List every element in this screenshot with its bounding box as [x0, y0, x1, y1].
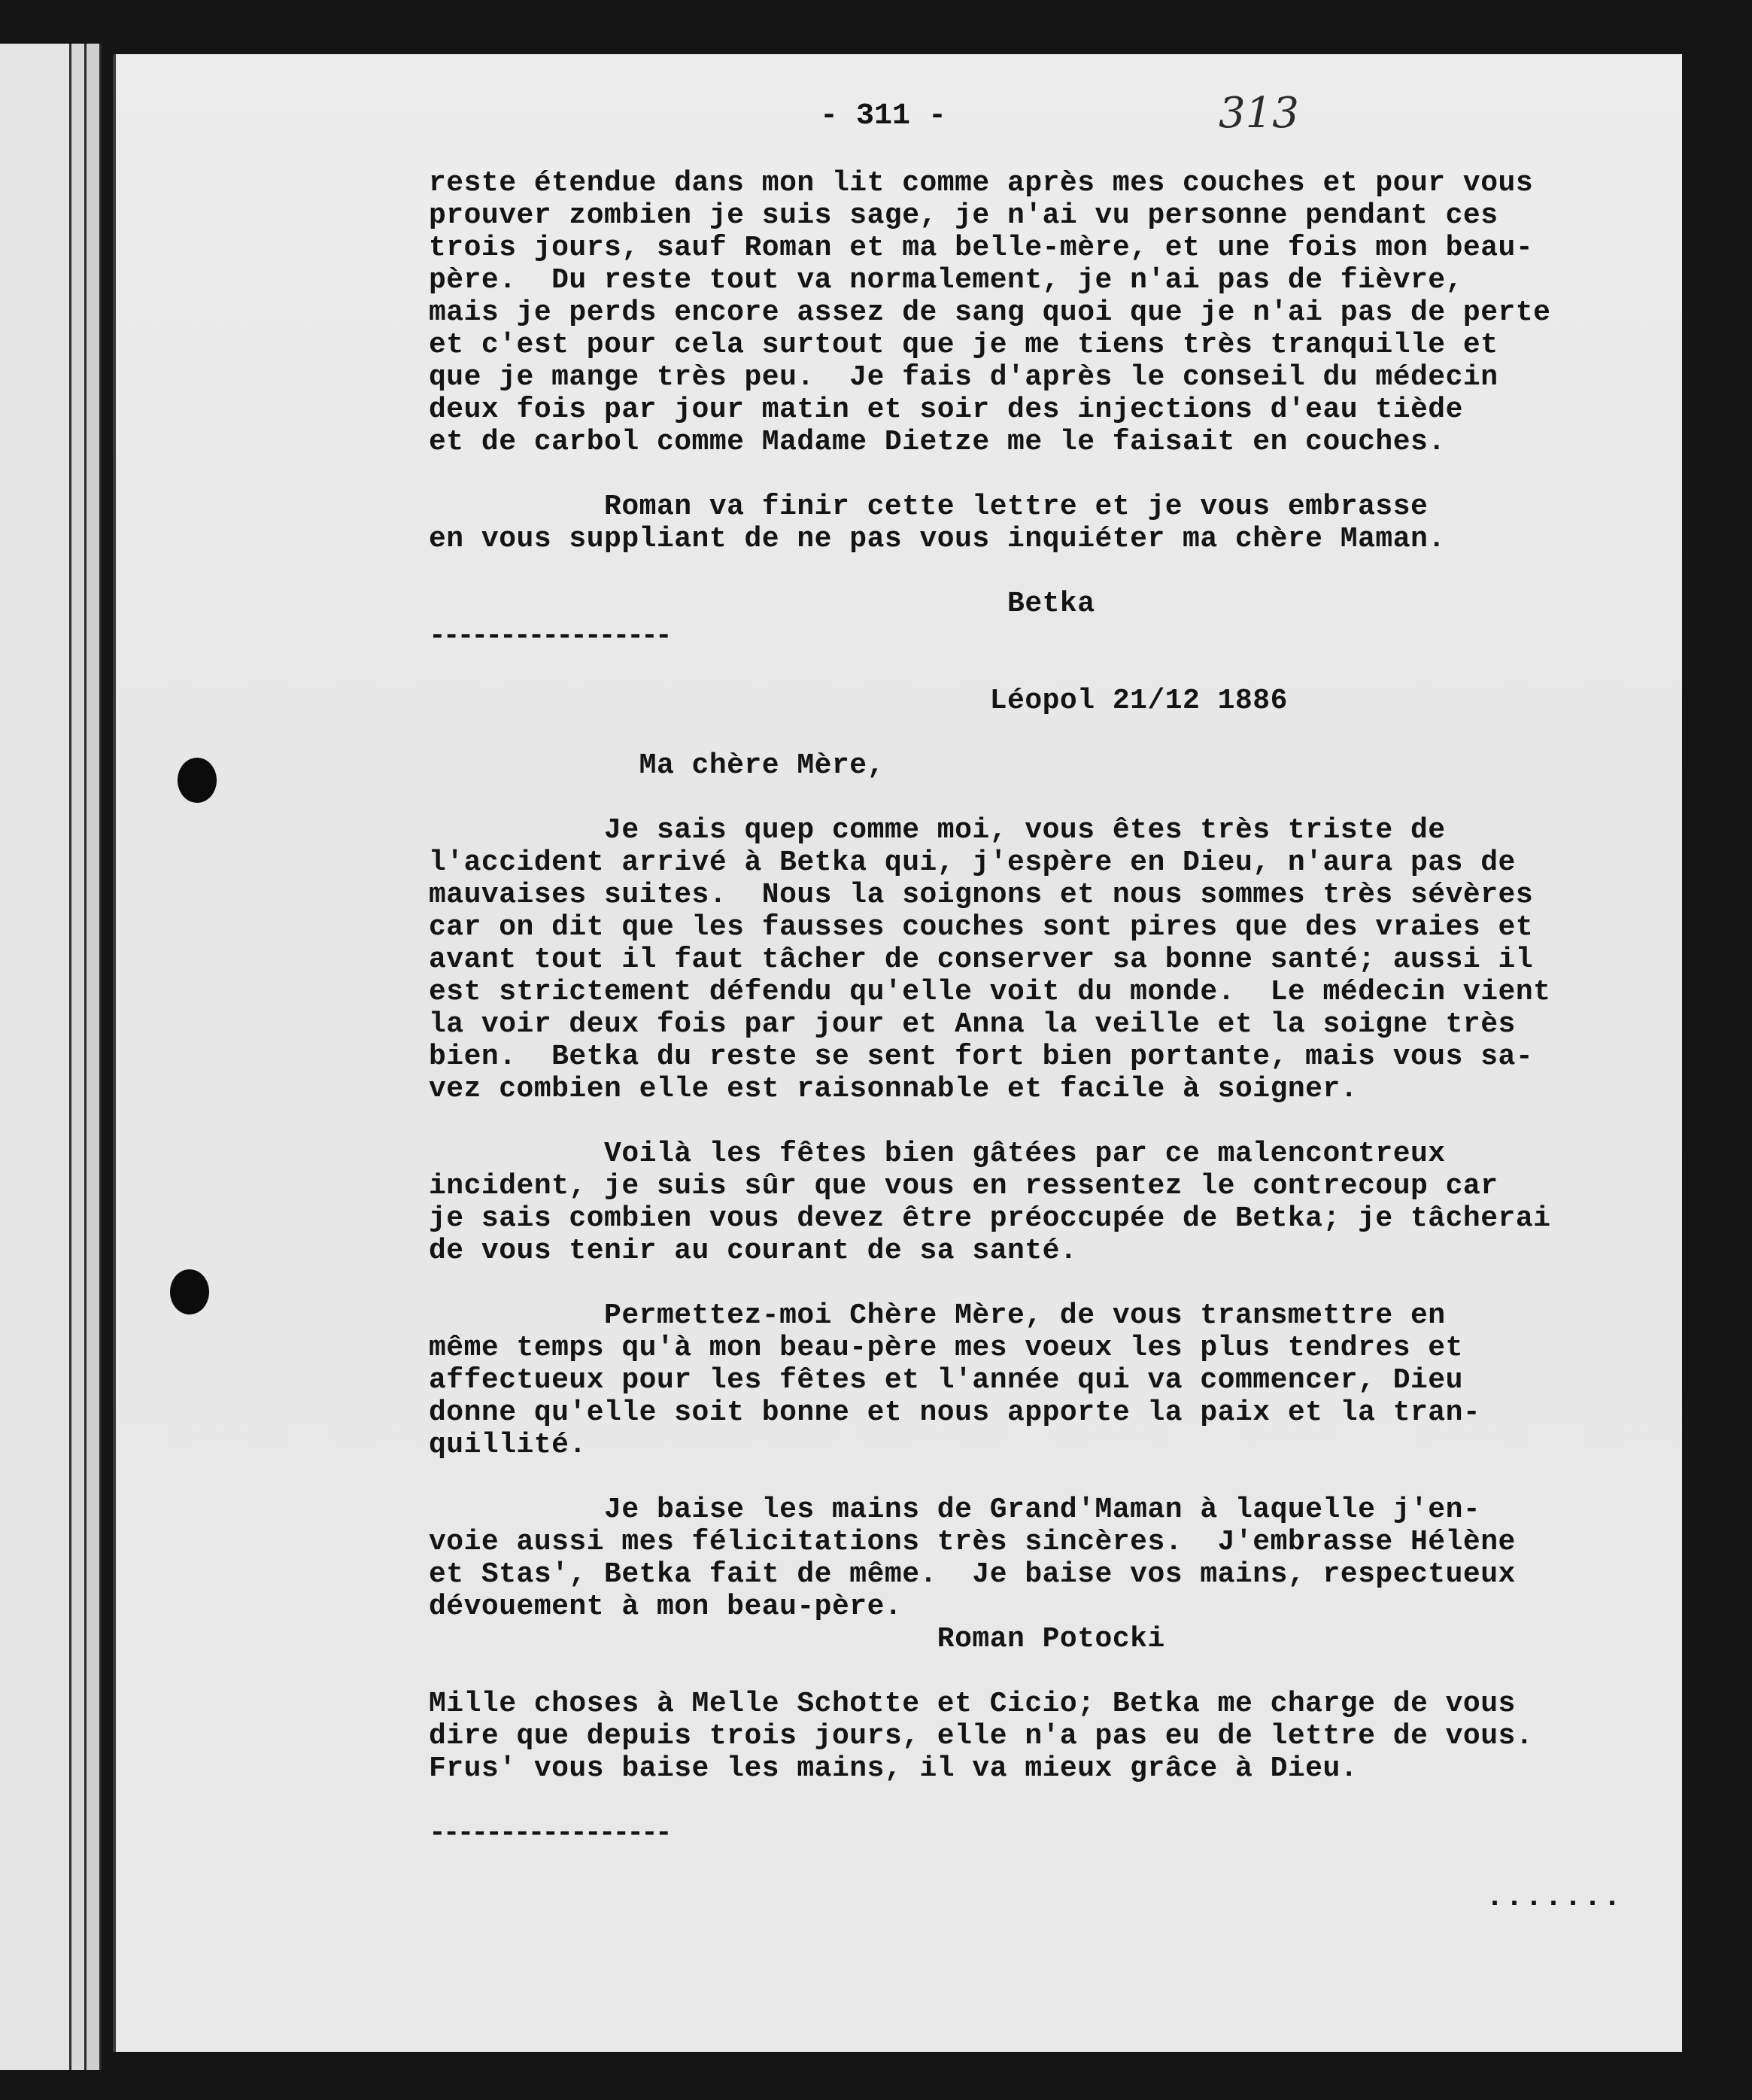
betka-signature: Betka	[429, 588, 1095, 620]
text-line: car on dit que les fausses couches sont pires que des vraies et	[429, 911, 1534, 944]
text-line: Je baise les mains de Grand'Maman à laquelle j'en-	[429, 1494, 1481, 1526]
text-line: Je sais quep comme moi, vous êtes très triste de	[429, 814, 1446, 846]
text-line: la voir deux fois par jour et Anna la veille et la soigne très	[429, 1008, 1516, 1041]
continuation-dots: .......	[1486, 1881, 1623, 1915]
text-line: dire que depuis trois jours, elle n'a pas eu de lettre de vous.	[429, 1720, 1534, 1752]
text-line: Frus' vous baise les mains, il va mieux grâce à Dieu.	[429, 1752, 1359, 1785]
text-line: Mille choses à Melle Schotte et Cicio; Betka me charge de vous	[429, 1688, 1516, 1720]
text-line: bien. Betka du reste se sent fort bien portante, mais vous sa-	[429, 1041, 1534, 1073]
text-line: affectueux pour les fêtes et l'année qui va commencer, Dieu	[429, 1364, 1463, 1396]
salutation: Ma chère Mère,	[429, 749, 885, 782]
text-line: Roman va finir cette lettre et je vous embrasse	[429, 491, 1429, 523]
roman-paragraph-1	[429, 814, 1640, 1105]
text-line: mauvaises suites. Nous la soignons et nous sommes très sévères	[429, 879, 1534, 911]
underlying-sheet	[0, 44, 71, 2070]
postscript	[429, 1688, 1640, 1785]
text-line: vez combien elle est raisonnable et facile à soigner.	[429, 1073, 1359, 1105]
roman-paragraph-4	[429, 1494, 1640, 1623]
punch-hole	[178, 758, 217, 803]
text-line: en vous suppliant de ne pas vous inquiéter ma chère Maman.	[429, 523, 1446, 555]
betka-paragraph-1	[429, 167, 1640, 458]
separator-line: -----------------	[429, 620, 670, 652]
text-line: père. Du reste tout va normalement, je n'ai pas de fièvre,	[429, 264, 1463, 296]
punch-hole	[170, 1269, 209, 1314]
text-line: que je mange très peu. Je fais d'après le conseil du médecin	[429, 361, 1498, 394]
text-line: avant tout il faut tâcher de conserver sa bonne santé; aussi il	[429, 944, 1534, 976]
text-line: et de carbol comme Madame Dietze me le faisait en couches.	[429, 426, 1446, 458]
text-line: de vous tenir au courant de sa santé.	[429, 1235, 1078, 1267]
text-line: je sais combien vous devez être préoccupée de Betka; je tâcherai	[429, 1202, 1551, 1235]
roman-signature: Roman Potocki	[429, 1623, 1165, 1655]
text-line: trois jours, sauf Roman et ma belle-mère, et une fois mon beau-	[429, 232, 1534, 264]
betka-paragraph-2	[429, 491, 1640, 555]
handwritten-folio-number: 313	[1219, 89, 1299, 138]
text-line: dévouement à mon beau-père.	[429, 1591, 903, 1623]
text-line: et c'est pour cela surtout que je me tiens très tranquille et	[429, 329, 1498, 361]
roman-paragraph-3	[429, 1299, 1640, 1461]
page-number: - 311 -	[820, 99, 947, 133]
text-line: deux fois par jour matin et soir des injections d'eau tiède	[429, 394, 1463, 426]
text-line: quillité.	[429, 1429, 587, 1461]
text-line: et Stas', Betka fait de même. Je baise vos mains, respectueux	[429, 1558, 1516, 1591]
text-line: reste étendue dans mon lit comme après mes couches et pour vous	[429, 167, 1534, 199]
text-line: prouver zombien je suis sage, je n'ai vu personne pendant ces	[429, 199, 1498, 232]
text-line: incident, je suis sûr que vous en ressentez le contrecoup car	[429, 1170, 1498, 1202]
place-and-date: Léopol 21/12 1886	[429, 685, 1288, 717]
text-line: Voilà les fêtes bien gâtées par ce malencontreux	[429, 1138, 1446, 1170]
text-line: l'accident arrivé à Betka qui, j'espère en Dieu, n'aura pas de	[429, 846, 1516, 879]
roman-paragraph-2	[429, 1138, 1640, 1267]
text-line: voie aussi mes félicitations très sincères. J'embrasse Hélène	[429, 1526, 1516, 1558]
text-line: même temps qu'à mon beau-père mes voeux les plus tendres et	[429, 1332, 1463, 1364]
text-line: donne qu'elle soit bonne et nous apporte la paix et la tran-	[429, 1396, 1481, 1429]
text-line: mais je perds encore assez de sang quoi que je n'ai pas de perte	[429, 296, 1551, 329]
letter-text	[429, 167, 1640, 1849]
separator-line: -----------------	[429, 1817, 670, 1849]
text-line: Permettez-moi Chère Mère, de vous transmettre en	[429, 1299, 1446, 1332]
text-line: est strictement défendu qu'elle voit du monde. Le médecin vient	[429, 976, 1551, 1008]
